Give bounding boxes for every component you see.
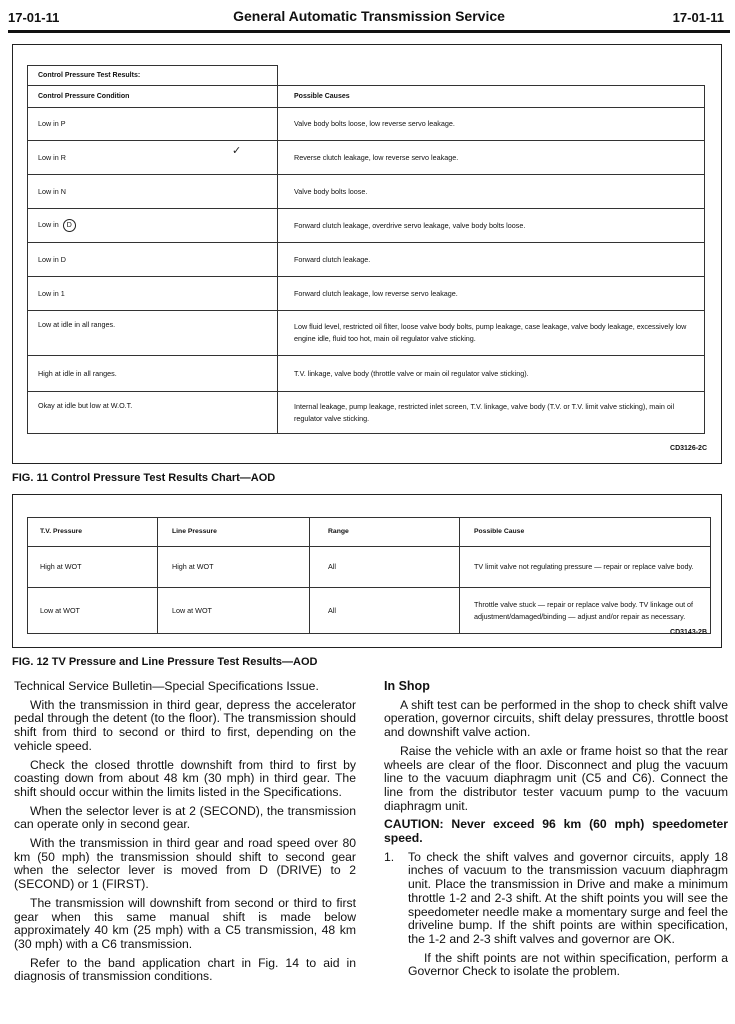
- table-row: [28, 209, 705, 243]
- page-header: [8, 4, 730, 32]
- condition-cell: High at idle in all ranges.: [28, 356, 278, 392]
- cause-cell: Valve body bolts loose, low reverse servo leakage.: [278, 108, 705, 141]
- fig11-caption: FIG. 11 Control Pressure Test Results Chart—AOD: [12, 472, 276, 484]
- condition-cell: Low in P: [28, 108, 278, 141]
- table-row: [28, 547, 711, 588]
- check-mark-icon: ✓: [232, 145, 242, 157]
- cause-cell: Forward clutch leakage.: [278, 243, 705, 277]
- step-number: 1.: [384, 849, 395, 864]
- fig12-caption: FIG. 12 TV Pressure and Line Pressure Test Results—AOD: [12, 656, 318, 668]
- table-row: [28, 356, 705, 392]
- condition-cell: Low in 1: [28, 277, 278, 311]
- header-rule: [8, 30, 730, 33]
- control-pressure-table: [27, 65, 705, 434]
- condition-cell: Low in D: [28, 243, 278, 277]
- section-heading: In Shop: [384, 679, 430, 693]
- condition-text: Low in: [38, 220, 59, 229]
- step-text: To check the shift valves and governor circuits, apply 18 inches of vacuum to the transmission vacuum diaphragm unit. Place the transmission in Drive and make a minimum throttle 1-2 and 2-3 shift. At the shift points you will see the speedometer needle make a momentary surge and feel the driveline bump. If the shift points are within specification, the 1-2 and 2-3 shift valves and governor are OK.: [408, 849, 728, 946]
- range-cell: All: [310, 547, 460, 588]
- right-column: [384, 680, 728, 984]
- fig12-code: CD3143-2B: [670, 629, 707, 636]
- cause-cell: Valve body bolts loose.: [278, 175, 705, 209]
- paragraph: Technical Service Bulletin—Special Specifications Issue.: [14, 679, 319, 693]
- table-row: [28, 588, 711, 634]
- table-row: [28, 311, 705, 356]
- header-causes: Possible Causes: [278, 86, 705, 108]
- line-cell: High at WOT: [158, 547, 310, 588]
- table-title: Control Pressure Test Results:: [28, 66, 278, 86]
- cause-cell: T.V. linkage, valve body (throttle valve or main oil regulator valve sticking).: [278, 356, 705, 392]
- paragraph: Check the closed throttle downshift from third to first by coasting down from about 48 km (30 mph) in third gear. The shift should occur within the limits listed in the Specifications.: [14, 757, 356, 799]
- paragraph: With the transmission in third gear, depress the accelerator pedal through the detent (to the floor). The transmission should shift from third to second or third to first, depending on the vehicle speed.: [14, 697, 356, 753]
- cause-cell: Internal leakage, pump leakage, restricted inlet screen, T.V. linkage, valve body (T.V. or T.V. limit valve sticking), main oil regulator valve sticking.: [278, 392, 705, 434]
- table-title-spacer: [278, 66, 705, 86]
- tv-cell: Low at WOT: [28, 588, 158, 634]
- fig11-code: CD3126-2C: [670, 445, 707, 452]
- header-possible-cause: Possible Cause: [460, 518, 711, 547]
- cause-cell: Low fluid level, restricted oil filter, loose valve body bolts, pump leakage, case leakage, valve body leakage, excessively low engine idle, fluid too hot, main oil regulator valve sticking.: [278, 311, 705, 356]
- paragraph: A shift test can be performed in the shop to check shift valve operation, governor circuits, shift delay pressures, throttle boost and downshift valve action.: [384, 697, 728, 740]
- condition-cell: Okay at idle but low at W.O.T.: [28, 392, 278, 434]
- fig12-box: [12, 494, 722, 648]
- cause-cell: Throttle valve stuck — repair or replace valve body. TV linkage out of adjustment/damaged/binding — adjust and/or repair as necessary.: [460, 588, 711, 634]
- paragraph: The transmission will downshift from second or third to first gear when this same manual shift is made below approximately 40 km (25 mph) with a C5 transmission, 48 km (30 mph) with a C6 transmission.: [14, 895, 356, 951]
- table-row: [28, 175, 705, 209]
- cause-cell: Forward clutch leakage, low reverse servo leakage.: [278, 277, 705, 311]
- table-row: [28, 392, 705, 434]
- paragraph: If the shift points are not within specification, perform a Governor Check to isolate the problem.: [408, 950, 728, 979]
- table-row: [28, 243, 705, 277]
- header-line-pressure: Line Pressure: [158, 518, 310, 547]
- range-cell: All: [310, 588, 460, 634]
- circled-d-symbol: D: [63, 219, 76, 232]
- header-range: Range: [310, 518, 460, 547]
- page-number-right: 17-01-11: [672, 10, 724, 25]
- table-row: [28, 277, 705, 311]
- paragraph: When the selector lever is at 2 (SECOND), the transmission can operate only in second gear.: [14, 803, 356, 832]
- condition-cell: Low at idle in all ranges.: [28, 311, 278, 356]
- header-condition: Control Pressure Condition: [28, 86, 278, 108]
- paragraph: Refer to the band application chart in Fig. 14 to aid in diagnosis of transmission conditions.: [14, 955, 356, 984]
- condition-cell: [28, 209, 278, 243]
- condition-cell: Low in R: [28, 141, 278, 175]
- numbered-step: [384, 851, 728, 947]
- cause-cell: TV limit valve not regulating pressure — repair or replace valve body.: [460, 547, 711, 588]
- line-cell: Low at WOT: [158, 588, 310, 634]
- condition-cell: Low in N: [28, 175, 278, 209]
- cause-cell: Reverse clutch leakage, low reverse servo leakage.: [278, 141, 705, 175]
- header-tv-pressure: T.V. Pressure: [28, 518, 158, 547]
- caution-note: CAUTION: Never exceed 96 km (60 mph) speedometer speed.: [384, 817, 728, 846]
- table-row: [28, 108, 705, 141]
- paragraph: Raise the vehicle with an axle or frame hoist so that the rear wheels are clear of the floor. Disconnect and plug the vacuum line to the vacuum diaphragm unit (C5 and C6). Connect the line from the distributor tester vacuum pump to the vacuum diaphragm unit.: [384, 743, 728, 813]
- page-number-left: 17-01-11: [8, 10, 60, 25]
- fig11-box: [12, 44, 722, 464]
- left-column: [14, 680, 356, 989]
- page-title: General Automatic Transmission Service: [233, 8, 505, 24]
- paragraph: With the transmission in third gear and road speed over 80 km (50 mph) the transmission should shift to second gear when the selector lever is moved from D (DRIVE) to 2 (SECOND) or 1 (FIRST).: [14, 836, 356, 892]
- tv-pressure-table: [27, 517, 711, 634]
- cause-cell: Forward clutch leakage, overdrive servo leakage, valve body bolts loose.: [278, 209, 705, 243]
- table-row: [28, 141, 705, 175]
- tv-cell: High at WOT: [28, 547, 158, 588]
